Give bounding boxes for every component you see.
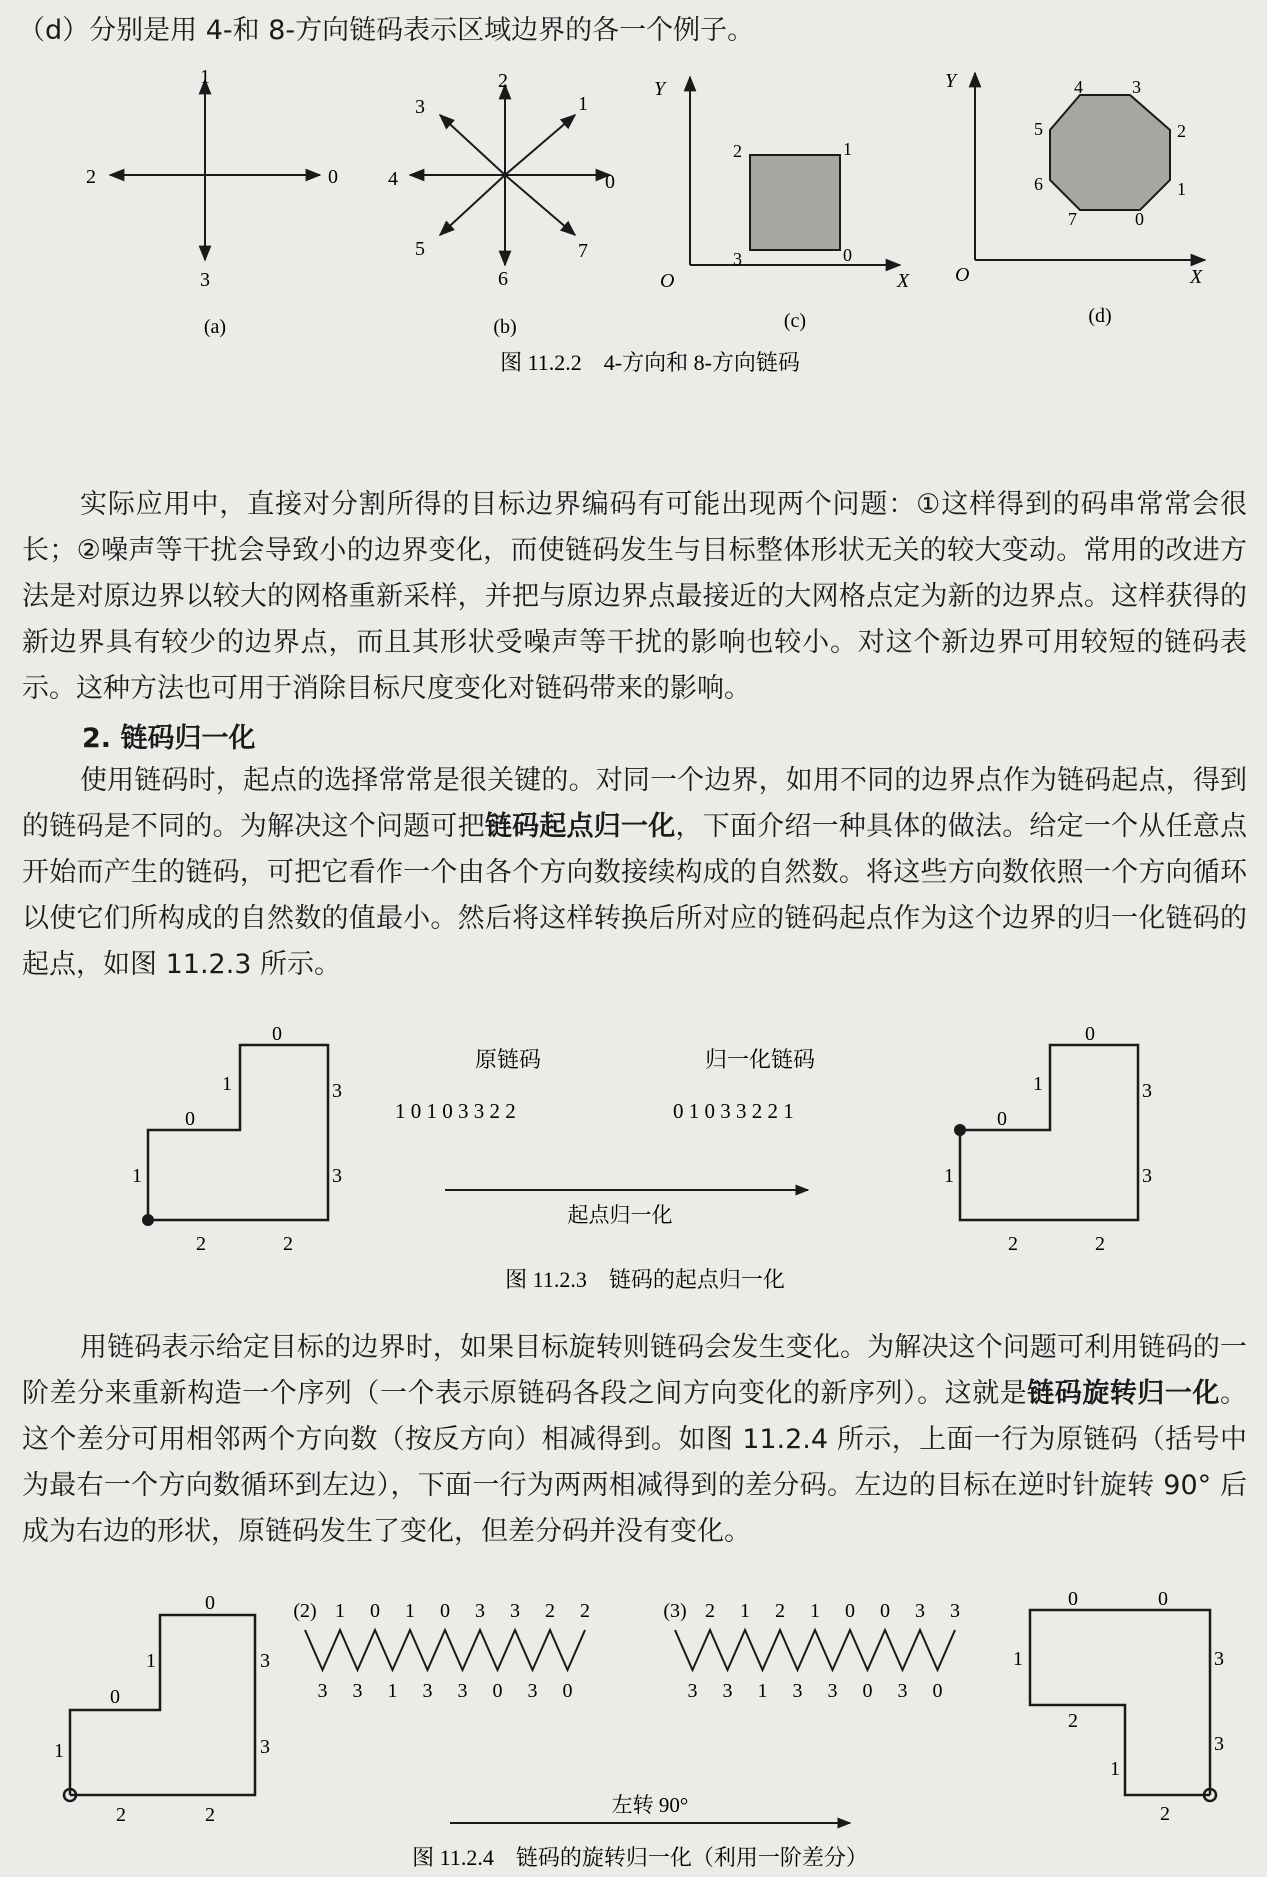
dir-label: 7 (578, 240, 588, 262)
paragraph-2: 使用链码时，起点的选择常常是很关键的。对同一个边界，如用不同的边界点作为链码起点，得到的链码是不同的。为解决这个问题可把链码起点归一化，下面介绍一种具体的做法。给定一个从任意点开始而产生的链码，可把它看作一个由各个方向数接续构成的自然数。将这些方向数依照一个方向循环以使它们所构成的自然数的值最小。然后将这样转换后所对应的链码起点作为这个边界的归一化链码的起点，如图 11.2.3 所示。 (22, 765, 1248, 980)
svg-text:Y: Y (654, 78, 666, 100)
left-rotation-shape (54, 1592, 270, 1826)
dir-label: 2 (86, 166, 96, 188)
svg-text:2: 2 (196, 1233, 206, 1255)
svg-text:1: 1 (132, 1165, 142, 1187)
panel-label-d: (d) (1088, 305, 1112, 327)
svg-text:3: 3 (1142, 1165, 1152, 1187)
chain-digit: 0 (845, 1600, 855, 1622)
square-boundary-diagram (654, 77, 910, 292)
svg-text:1: 1 (54, 1740, 64, 1762)
svg-text:Y: Y (945, 70, 957, 92)
dir-label: 5 (415, 238, 425, 260)
original-chain-code: 1 0 1 0 3 3 2 2 (395, 1099, 516, 1123)
svg-text:1: 1 (1177, 179, 1186, 199)
diff-digit: 3 (722, 1680, 733, 1702)
paragraph-3: 用链码表示给定目标的边界时，如果目标旋转则链码会发生变化。为解决这个问题可利用链码的一阶差分来重新构造一个序列（一个表示原链码各段之间方向变化的新序列）。这就是链码旋转归一化。这个差分可用相邻两个方向数（按反方向）相减得到。如图 11.2.4 所示，上面一行为原链码（括号中为最右一个方向数循环到左边），下面一行为两两相减得到的差分码。左边的目标在逆时针旋转 90° 后成为右边的形状，原链码发生了变化，但差分码并没有变化。 (22, 1332, 1248, 1547)
svg-text:2: 2 (1095, 1233, 1105, 1255)
svg-text:0: 0 (1068, 1588, 1078, 1610)
diff-digit: 3 (792, 1680, 803, 1702)
left-boundary-shape (132, 1023, 342, 1255)
svg-text:3: 3 (733, 249, 742, 269)
diff-digit: 3 (897, 1680, 908, 1702)
svg-text:3: 3 (260, 1736, 270, 1758)
right-boundary-shape (944, 1023, 1152, 1255)
diff-digit: 3 (457, 1680, 468, 1702)
svg-text:0: 0 (1085, 1023, 1095, 1045)
panel-label-a: (a) (203, 316, 227, 338)
intro-line: （d）分别是用 4-和 8-方向链码表示区域边界的各一个例子。 (18, 15, 755, 46)
svg-text:2: 2 (733, 141, 742, 161)
figure-11-2-2 (0, 55, 1267, 385)
svg-text:0: 0 (272, 1023, 282, 1045)
svg-text:3: 3 (332, 1165, 342, 1187)
dir-label: 3 (415, 96, 425, 118)
chain-digit: 1 (335, 1600, 345, 1622)
svg-text:O: O (660, 270, 675, 292)
diff-digit: 3 (527, 1680, 538, 1702)
svg-text:4: 4 (1074, 77, 1083, 97)
svg-text:7: 7 (1068, 209, 1077, 229)
svg-text:2: 2 (205, 1804, 215, 1826)
eight-direction-diagram (388, 70, 615, 290)
svg-text:3: 3 (260, 1650, 270, 1672)
svg-text:0: 0 (1135, 209, 1144, 229)
dir-label: 4 (388, 168, 398, 190)
chain-digit: 3 (950, 1600, 960, 1622)
panel-label-b: (b) (493, 316, 517, 338)
dir-label: 0 (328, 166, 338, 188)
svg-text:3: 3 (332, 1080, 342, 1102)
right-zigzag (675, 1630, 955, 1670)
diff-digit: 3 (687, 1680, 698, 1702)
panel-label-c: (c) (783, 310, 807, 332)
dir-label: 1 (578, 93, 588, 115)
diff-digit: 1 (387, 1680, 398, 1702)
svg-text:1: 1 (1033, 1073, 1043, 1095)
svg-text:2: 2 (1160, 1803, 1170, 1825)
svg-text:1: 1 (1110, 1758, 1120, 1780)
svg-text:1: 1 (146, 1650, 156, 1672)
dir-label: 2 (498, 70, 508, 92)
svg-text:0: 0 (997, 1108, 1007, 1130)
right-chain-code-row (663, 1600, 960, 1622)
svg-text:2: 2 (1008, 1233, 1018, 1255)
diff-digit: 0 (492, 1680, 503, 1702)
left-zigzag (305, 1630, 585, 1670)
svg-text:2: 2 (1177, 121, 1186, 141)
chain-digit: 2 (775, 1600, 785, 1622)
right-diff-code-row (688, 1680, 943, 1702)
paragraph-1: 实际应用中，直接对分割所得的目标边界编码有可能出现两个问题：①这样得到的码串常常会很长；②噪声等干扰会导致小的边界变化，而使链码发生与目标整体形状无关的较大变动。常用的改进方法是对原边界以较大的网格重新采样，并把与原边界点最接近的大网格点定为新的边界点。这样获得的新边界具有较少的边界点，而且其形状受噪声等干扰的影响也较小。对这个新边界可用较短的链码表示。这种方法也可用于消除目标尺度变化对链码带来的影响。 (22, 489, 1247, 704)
svg-text:2: 2 (1068, 1710, 1078, 1732)
svg-text:6: 6 (1034, 174, 1043, 194)
diff-digit: 0 (862, 1680, 873, 1702)
diff-digit: 3 (422, 1680, 433, 1702)
start-normalize-label: 起点归一化 (567, 1203, 673, 1227)
chain-digit: 0 (880, 1600, 890, 1622)
four-direction-diagram (86, 66, 338, 291)
chain-digit: 1 (405, 1600, 415, 1622)
svg-text:3: 3 (1142, 1080, 1152, 1102)
svg-text:0: 0 (205, 1592, 215, 1614)
svg-text:0: 0 (110, 1686, 120, 1708)
chain-digit: (2) (293, 1600, 317, 1622)
chain-digit: 2 (580, 1600, 590, 1622)
diff-digit: 1 (757, 1680, 768, 1702)
figure-caption: 图 11.2.3 链码的起点归一化 (505, 1267, 785, 1292)
svg-text:0: 0 (843, 245, 852, 265)
figure-11-2-4 (0, 1585, 1267, 1875)
svg-text:1: 1 (222, 1073, 232, 1095)
chain-digit: 1 (740, 1600, 750, 1622)
diff-digit: 3 (352, 1680, 363, 1702)
figure-caption: 图 11.2.4 链码的旋转归一化（利用一阶差分） (412, 1845, 868, 1870)
dir-label: 1 (200, 66, 210, 88)
dir-label: 0 (605, 171, 615, 193)
rotate-label: 左转 90° (611, 1793, 689, 1817)
svg-text:2: 2 (116, 1804, 126, 1826)
left-chain-code-row (293, 1600, 590, 1622)
svg-text:1: 1 (944, 1165, 954, 1187)
chain-digit: 0 (370, 1600, 380, 1622)
svg-text:3: 3 (1132, 77, 1141, 97)
normalized-chain-label: 归一化链码 (705, 1047, 816, 1072)
right-rotation-shape (1013, 1588, 1224, 1825)
normalized-chain-code: 0 1 0 3 3 2 2 1 (673, 1099, 794, 1123)
svg-text:3: 3 (1214, 1733, 1224, 1755)
figure-11-2-3 (0, 1005, 1267, 1305)
svg-text:2: 2 (283, 1233, 293, 1255)
left-diff-code-row (318, 1680, 573, 1702)
section-heading: 2. 链码归一化 (82, 723, 256, 754)
dir-label: 3 (200, 269, 210, 291)
chain-digit: 2 (545, 1600, 555, 1622)
svg-text:1: 1 (1013, 1648, 1023, 1670)
svg-text:0: 0 (185, 1108, 195, 1130)
dir-label: 6 (498, 268, 508, 290)
chain-digit: 3 (475, 1600, 485, 1622)
chain-digit: (3) (663, 1600, 687, 1622)
diff-digit: 3 (317, 1680, 328, 1702)
svg-text:1: 1 (843, 139, 852, 159)
original-chain-label: 原链码 (475, 1047, 542, 1072)
diff-digit: 3 (827, 1680, 838, 1702)
svg-text:X: X (897, 270, 910, 292)
diff-digit: 0 (932, 1680, 943, 1702)
svg-text:5: 5 (1034, 119, 1043, 139)
figure-caption: 图 11.2.2 4-方向和 8-方向链码 (500, 350, 800, 375)
svg-text:3: 3 (1214, 1648, 1224, 1670)
octagon-boundary-diagram (945, 70, 1205, 288)
chain-digit: 3 (510, 1600, 520, 1622)
chain-digit: 0 (440, 1600, 450, 1622)
chain-digit: 3 (915, 1600, 925, 1622)
diff-digit: 0 (562, 1680, 573, 1702)
chain-digit: 1 (810, 1600, 820, 1622)
svg-text:O: O (955, 264, 970, 286)
chain-digit: 2 (705, 1600, 715, 1622)
svg-text:0: 0 (1158, 1588, 1168, 1610)
svg-text:X: X (1190, 266, 1203, 288)
